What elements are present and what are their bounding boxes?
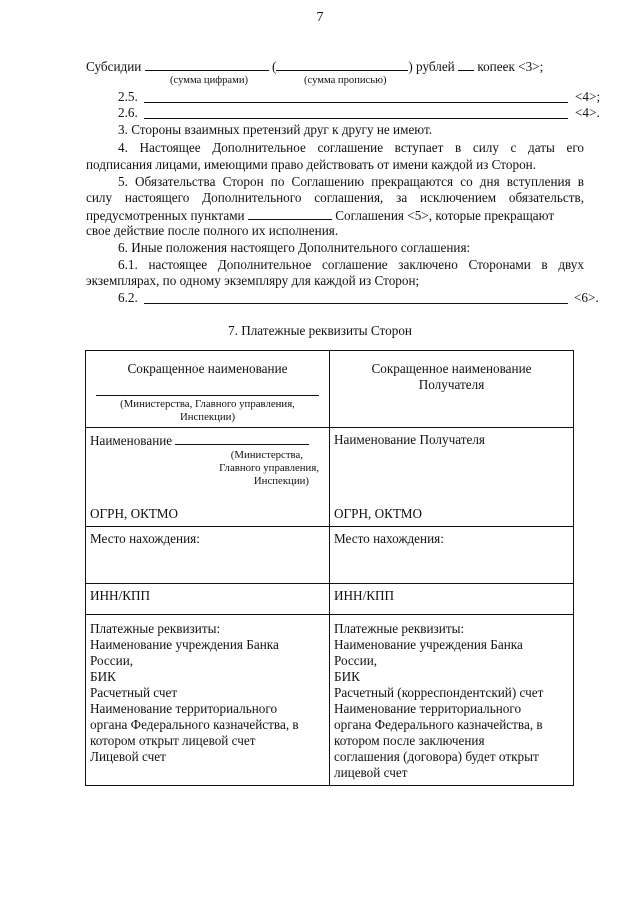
paragraph-6-1-line-2: экземплярах, по одному экземпляру для каждой из Сторон; [86,273,420,288]
subsidy-kopeks-blank [458,58,474,71]
paragraph-5-line-2: силу настоящего Дополнительного соглашения, за исключением обязательств, [86,190,584,205]
left-payment-line: Наименование территориального [90,701,278,716]
paragraph-4-line-2: подписания лицами, имеющими право действовать от имени каждой из Сторон. [86,157,537,172]
item-2-6-number: 2.6. [118,105,138,120]
caption-sum-digits: (сумма цифрами) [170,75,249,86]
right-payment-line: Наименование учреждения Банка [334,637,523,652]
paragraph-3: 3. Стороны взаимных претензий друг к другу не имеют. [118,122,433,137]
left-name-cell [86,428,330,527]
paragraph-5-points-blank [248,207,332,220]
item-6-2-number: 6.2. [118,290,138,305]
right-payment-line: Расчетный (корреспондентский) счет [334,685,544,700]
right-payment-cell [330,615,574,786]
left-name-caption-1: (Министерства, [230,449,303,461]
paragraph-6: 6. Иные положения настоящего Дополнительного соглашения: [118,240,471,255]
left-header-cell [86,351,330,428]
left-payment-cell [86,615,330,786]
table-row [86,351,574,428]
left-name-blank [175,432,309,445]
left-name-row [90,432,325,449]
item-6-2-footnote: <6>. [574,290,599,305]
paragraph-4-line-1: 4. Настоящее Дополнительное соглашение вступает в силу с даты его [118,140,584,155]
left-payment-line: Платежные реквизиты: [90,621,221,636]
right-payment-line: соглашения (договора) будет открыт [334,749,539,764]
table-row [86,584,574,615]
item-2-5-footnote: <4>; [575,89,601,104]
right-name-cell [330,428,574,527]
left-ogrn: ОГРН, ОКТМО [90,506,179,521]
right-header-title-line-1: Сокращенное наименование [371,361,532,376]
page-number: 7 [316,10,324,25]
right-header-cell [330,351,574,428]
paragraph-5-points-tail: Соглашения <5>, которые прекращают [335,208,555,223]
left-header-blank [96,395,319,396]
right-payment-line: котором после заключения [334,733,485,748]
subsidy-words-blank [276,58,408,71]
left-payment-line: котором открыт лицевой счет [90,733,256,748]
left-location: Место нахождения: [90,531,200,546]
right-location-cell [330,527,574,584]
left-payment-line: России, [90,653,134,668]
left-location-cell [86,527,330,584]
item-2-6-blank [144,106,568,119]
left-header-title: Сокращенное наименование [127,361,288,376]
right-payment-line: органа Федерального казначейства, в [334,717,543,732]
paragraph-6-1-line-1: 6.1. настоящее Дополнительное соглашение заключено Сторонами в двух [118,257,584,272]
subsidy-kopeks-label: копеек <3>; [477,59,544,74]
right-payment-line: Платежные реквизиты: [334,621,465,636]
item-2-6-footnote: <4>. [575,105,600,120]
payment-requisites-table [85,350,574,786]
left-payment-line: Расчетный счет [90,685,178,700]
table-row [86,615,574,786]
right-payment-line: БИК [334,669,360,684]
left-name-caption-2: Главного управления, [219,462,319,474]
subsidy-rub-label: ) рублей [408,59,455,74]
item-6-2-blank [144,291,568,304]
right-inn-cell [330,584,574,615]
paragraph-5-points-label: предусмотренных пунктами [86,208,245,223]
right-location: Место нахождения: [334,531,444,546]
left-payment-line: Лицевой счет [90,749,166,764]
left-header-caption: (Министерства, Главного управления, Инспекции) [120,398,295,423]
subsidy-digits-blank [145,58,269,71]
right-ogrn: ОГРН, ОКТМО [334,506,423,521]
left-inn: ИНН/КПП [90,588,151,603]
paragraph-5-line-4: свое действие после полного их исполнения. [86,223,339,238]
left-payment-line: Наименование учреждения Банка [90,637,279,652]
left-name-caption-3: Инспекции) [253,475,309,487]
right-inn: ИНН/КПП [334,588,395,603]
right-payment-lines [334,621,569,781]
subsidy-line [86,58,543,75]
left-name-label: Наименование [90,433,173,448]
subsidy-open-paren: ( [271,59,277,74]
left-payment-lines [90,621,325,765]
right-payment-line: России, [334,653,378,668]
left-payment-line: органа Федерального казначейства, в [90,717,299,732]
right-name: Наименование Получателя [334,432,485,447]
caption-sum-words: (сумма прописью) [304,75,387,86]
left-inn-cell [86,584,330,615]
table-row [86,428,574,527]
table-row [86,527,574,584]
right-header-title-line-2: Получателя [418,377,485,392]
paragraph-5-line-1: 5. Обязательства Сторон по Соглашению прекращаются со дня вступления в [118,174,584,189]
right-payment-line: лицевой счет [334,765,408,780]
paragraph-5-line-3 [86,207,554,224]
item-2-5-number: 2.5. [118,89,138,104]
right-payment-line: Наименование территориального [334,701,522,716]
left-payment-line: БИК [90,669,116,684]
item-2-5-blank [144,102,568,103]
section-title: 7. Платежные реквизиты Сторон [228,323,412,338]
subsidy-label: Субсидии [86,59,142,74]
